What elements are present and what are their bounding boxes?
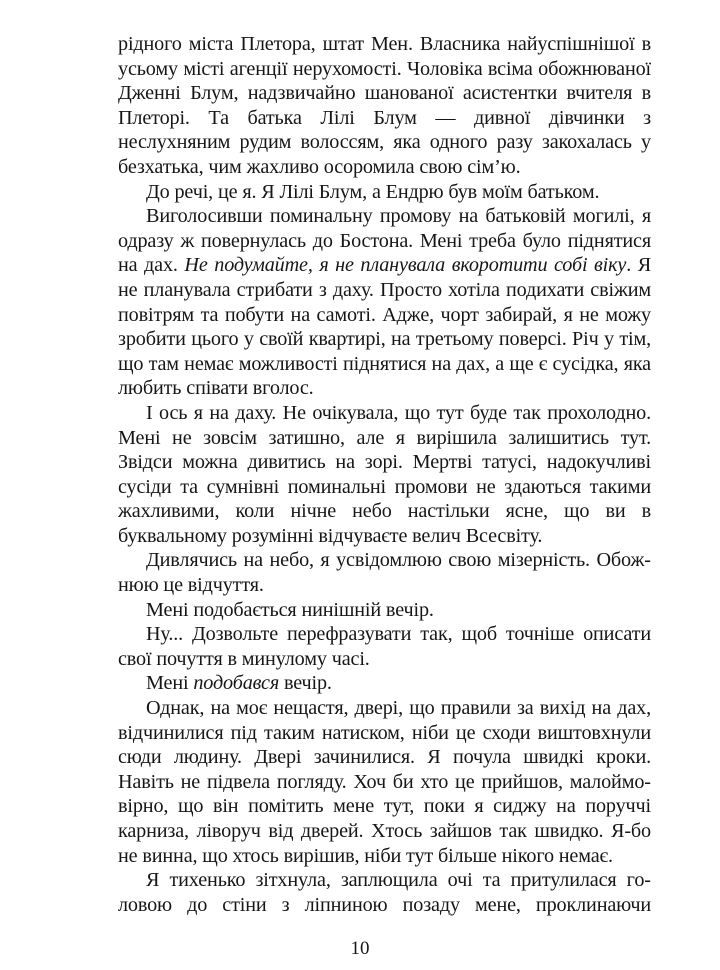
text-run: рідного міста Плетора, штат Мен. Власника найуспішнішої в усьому місті агенції нерухомості. Чоловіка всіма обожнюваної Дженні Блум, надзвичайно шанованої асистентки вчителя в Плеторі. Та батька Лілі Блум — дивної дівчинки з неслухняним рудим волоссям, яка одного разу закохалась у безхатька, чим жахливо осоромила свою сім’ю. [118,33,651,178]
text-run: Ну... Дозвольте перефразувати так, щоб точніше описати свої почуття в минулому часі. [118,623,651,670]
text-run: . Я не планувала стрибати з даху. Просто хотіла подихати свіжим повітрям та побути на самоті. Адже, чорт забирай, я не можу зробити цього у своїй квартирі, на третьому поверсі. Річ у тім, що там немає можливості піднятися на дах, а ще є сусідка, яка любить співати вголос. [118,254,652,400]
paragraph [118,671,651,696]
paragraph [118,401,651,549]
body-text [118,32,651,917]
text-run: Виголосивши поминальну промову на батьковій могилі, я одразу ж повернулась до Бостона. Мені треба було піднятися на дах. [118,205,651,277]
paragraph [118,180,651,205]
text-run: Мені подобається нинішній вечір. [146,598,434,621]
text-run: вечір. [279,672,332,695]
text-run: Дивлячись на небо, я усвідомлюю свою мізерність. Обожнюю це відчуття. [118,549,651,597]
paragraph [118,868,651,917]
page-number: 10 [350,938,370,959]
paragraph [118,548,651,597]
paragraph [118,598,651,623]
paragraph [118,622,651,671]
text-run: І ось я на даху. Не очікувала, що тут буде так прохолодно. Мені не зовсім затишно, але я вирішила залишитись тут. Звідси можна дивитись на зорі. Мертві татусі, надокучливі сусіди та сумнівні поминальні промови не здаються такими жахливими, коли нічне небо настільки ясне, що ви в буквальному розумінні відчуваєте велич Всесвіту. [118,401,651,547]
paragraph [118,32,651,180]
paragraph [118,204,651,401]
italic-text: Не подумайте, я не планувала вкоротити собі віку [184,254,627,277]
italic-text: подобався [193,672,280,695]
text-run: Мені [146,672,194,695]
text-run: До речі, це я. Я Лілі Блум, а Ендрю був моїм батьком. [146,180,600,203]
paragraph [118,696,651,868]
text-run: Я тихенько зітхнула, заплющила очі та притулилася головою до стіни з ліпниною позаду мене, проклинаючи [118,869,651,916]
text-run: Однак, на моє нещастя, двері, що правили за вихід на дах, відчинилися під таким натиском, ніби це сходи виштовхнули сюди людину. Двері зачинилися. Я почула швидкі кроки. Навіть не підвела погляду. Хоч би хто це прийшов, малоймовірно, що він помітить мене тут, поки я сиджу на поруччі карниза, ліворуч від дверей. Хтось зайшов так швидко. Я-бо не винна, що хтось вирішив, ніби тут більше нікого немає. [118,697,651,867]
